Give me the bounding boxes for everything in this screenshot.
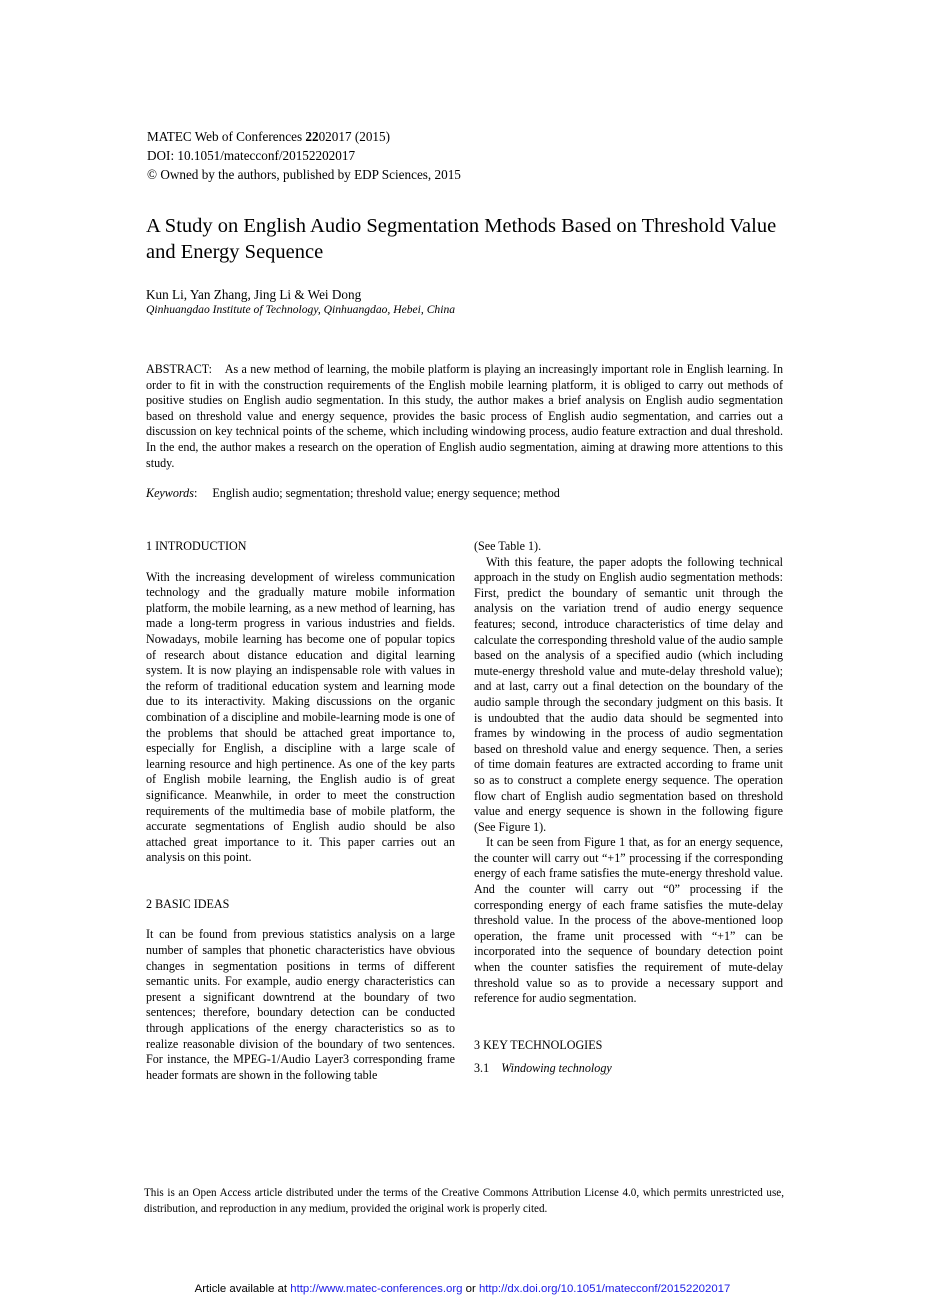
paper-title: A Study on English Audio Segmentation Methods Based on Threshold Value and Energy Sequence: [146, 215, 777, 263]
copyright-line: © Owned by the authors, published by EDP Sciences, 2015: [147, 167, 461, 182]
abstract-label: ABSTRACT:: [146, 362, 212, 376]
paragraph: With the increasing development of wireless communication technology and the gradually mature mobile information platform, the mobile learning, as a new method of learning, has made a long-term progress in various industries and fields. Nowadays, mobile learning has become one of popular topics of research about distance education and digital learning system. It is now playing an indispensable role with values in the reform of traditional education system and learning mode due to its interactivity. Making discussions on the organic combination of a discipline and mobile-learning mode is one of the problems that should be attached great importance to, especially for English, a discipline with a large scale of learning resource and high pertinence. As one of the key parts of English mobile learning, the English audio is of great significance. Meanwhile, in order to meet the construction requirements of the multimedia base of mobile platform, the accurate segmentations of English audio should be also attached great importance to it. This paper carries out an analysis on this point.: [146, 569, 455, 865]
license-notice: This is an Open Access article distributed under the terms of the Creative Commons Attribution License 4.0, which permits unrestricted use, distribution, and reproduction in any medium, provided the original work is properly cited.: [144, 1187, 784, 1215]
section-heading-key-technologies: 3 KEY TECHNOLOGIES: [474, 1037, 603, 1052]
author-list: Kun Li, Yan Zhang, Jing Li & Wei Dong: [146, 287, 362, 302]
journal-name: MATEC Web of Conferences: [147, 129, 303, 144]
section-heading-basic-ideas: 2 BASIC IDEAS: [146, 896, 230, 911]
subsection-heading-windowing: [474, 1061, 783, 1077]
paragraph: With this feature, the paper adopts the following technical approach in the study on English audio segmentation methods: First, predict the boundary of semantic unit through the analysis on the variation trend of audio energy sequence features; second, introduce characteristics of time delay and calculate the corresponding threshold value of the audio sample based on the analysis of a specified audio (which including mute-energy threshold value and mute-delay threshold value); and at last, carry out a final detection on the boundary of the audio sample through the secondary judgment on this basis. It is undoubted that the audio data should be segmented into frames by windowing in the process of audio segmentation based on threshold value and energy sequence. Then, a series of time domain features are extracted according to frame unit so as to construct a complete energy sequence. The operation flow chart of English audio segmentation based on threshold value and energy sequence is shown in the following figure (See Figure 1).: [474, 554, 783, 834]
keywords: Keywords: English audio; segmentation; threshold value; energy sequence; method: [146, 486, 560, 500]
journal-line: [147, 127, 390, 147]
left-column: [146, 539, 455, 1083]
affiliation: Qinhuangdao Institute of Technology, Qinhuangdao, Hebei, China: [146, 303, 456, 316]
abstract: [146, 362, 783, 471]
article-number: 02017: [318, 129, 352, 144]
footer: [0, 1283, 925, 1295]
section-heading-introduction: 1 INTRODUCTION: [146, 539, 247, 553]
journal-site-link[interactable]: http://www.matec-conferences.org: [290, 1283, 463, 1295]
keywords-text: English audio; segmentation; threshold value; energy sequence; method: [212, 486, 560, 500]
paragraph: It can be seen from Figure 1 that, as for an energy sequence, the counter will carry out “+1” processing if the corresponding energy of each frame satisfies the mute-energy threshold value. And the counter will carry out “0” processing if the corresponding energy of each frame satisfies the mute-delay threshold value. In the process of the above-mentioned loop operation, the frame unit processed with “+1” can be incorporated into the sequence of boundary detection point when the counter satisfies the requirement of mute-delay threshold value so as to provide a necessary support and reference for audio segmentation.: [474, 835, 783, 1006]
abstract-text: As a new method of learning, the mobile platform is playing an increasingly important role in English learning. In order to fit in with the construction requirements of the English mobile learning platform, it is obliged to carry out methods of positive studies on English audio segmentation. In this study, the author makes a brief analysis on English audio segmentation based on threshold value and energy sequence, provides the basic process of English audio segmentation, and carries out a discussion on key technical points of the scheme, which including windowing process, audio feature extraction and dual threshold. In the end, the author makes a research on the operation of English audio segmentation, aiming at drawing more attentions to this study.: [146, 362, 783, 470]
doi-link[interactable]: http://dx.doi.org/10.1051/matecconf/20152202017: [478, 1283, 731, 1295]
footer-or: or: [465, 1283, 476, 1295]
subsection-number: 3.1: [474, 1061, 490, 1076]
footer-prefix: Article available at: [194, 1283, 288, 1295]
paragraph: (See Table 1).: [474, 539, 542, 553]
journal-volume: 22: [305, 129, 319, 144]
right-column: [474, 539, 783, 1077]
doi-line: DOI: 10.1051/matecconf/20152202017: [147, 148, 356, 163]
journal-year: (2015): [354, 129, 390, 144]
keywords-label: Keywords: [146, 486, 194, 500]
subsection-title: Windowing technology: [501, 1061, 612, 1076]
paragraph: It can be found from previous statistics analysis on a large number of samples that phonetic characteristics have obvious changes in segmentation positions in terms of different semantic units. For example, audio energy characteristics can present a significant downtrend at the boundary of two sentences; therefore, boundary detection can be conducted through applications of the energy characteristics so as to realize reasonable division of the boundary of two sentences. For instance, the MPEG-1/Audio Layer3 corresponding frame header formats are shown in the following table: [146, 927, 455, 1082]
